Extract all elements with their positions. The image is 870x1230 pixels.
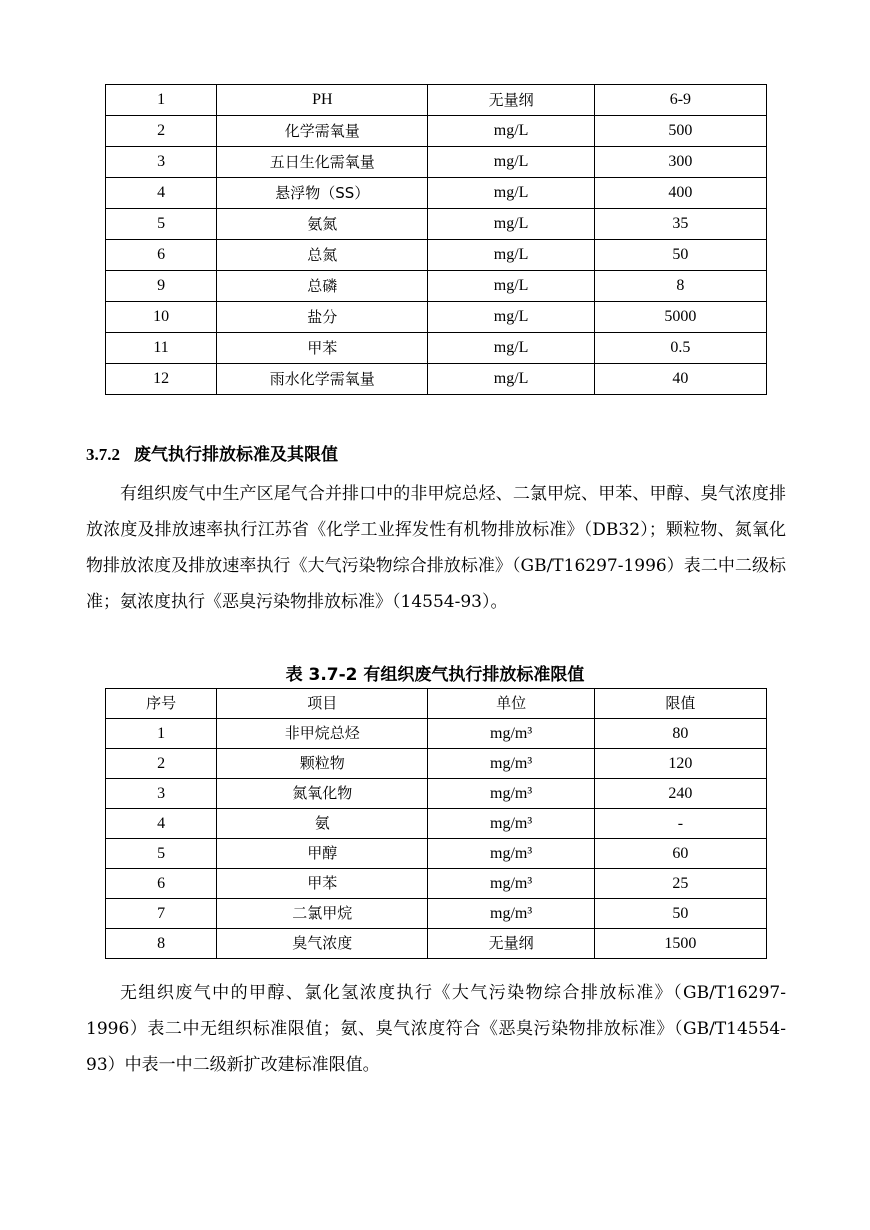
row-unit: mg/L <box>428 178 594 209</box>
row-number: 7 <box>106 899 217 929</box>
row-item: 悬浮物（SS） <box>217 178 428 209</box>
table-row <box>106 839 767 869</box>
table-row <box>106 719 767 749</box>
row-unit: mg/L <box>428 116 594 147</box>
row-item: 甲苯 <box>217 869 428 899</box>
table-row <box>106 147 767 178</box>
row-number: 8 <box>106 929 217 959</box>
row-unit: mg/L <box>428 302 594 333</box>
row-limit: 80 <box>594 719 766 749</box>
table-header-row <box>106 689 767 719</box>
table-caption: 表 3.7-2 有组织废气执行排放标准限值 <box>285 665 585 685</box>
table-row <box>106 85 767 116</box>
row-item: 氮氧化物 <box>217 779 428 809</box>
table-row <box>106 899 767 929</box>
row-limit: - <box>594 809 766 839</box>
row-number: 5 <box>106 209 217 240</box>
row-number: 1 <box>106 719 217 749</box>
row-number: 2 <box>106 749 217 779</box>
row-limit: 120 <box>594 749 766 779</box>
table-row <box>106 209 767 240</box>
row-limit: 25 <box>594 869 766 899</box>
row-unit: 无量纲 <box>428 929 594 959</box>
row-unit: mg/L <box>428 147 594 178</box>
table-row <box>106 929 767 959</box>
row-item: 氨 <box>217 809 428 839</box>
row-unit: mg/L <box>428 271 594 302</box>
row-limit: 60 <box>594 839 766 869</box>
table-row <box>106 116 767 147</box>
row-item: 雨水化学需氧量 <box>217 364 428 395</box>
row-unit: 无量纲 <box>428 85 594 116</box>
row-item: 甲苯 <box>217 333 428 364</box>
row-unit: mg/m³ <box>428 809 594 839</box>
waste-gas-limits-table <box>105 688 767 959</box>
table-row <box>106 333 767 364</box>
row-number: 1 <box>106 85 217 116</box>
row-item: 总氮 <box>217 240 428 271</box>
row-limit: 400 <box>594 178 766 209</box>
header-item: 项目 <box>217 689 428 719</box>
header-number: 序号 <box>106 689 217 719</box>
row-number: 12 <box>106 364 217 395</box>
row-number: 5 <box>106 839 217 869</box>
row-item: 盐分 <box>217 302 428 333</box>
row-limit: 500 <box>594 116 766 147</box>
row-number: 3 <box>106 147 217 178</box>
row-limit: 1500 <box>594 929 766 959</box>
row-item: 甲醇 <box>217 839 428 869</box>
wastewater-limits-table <box>105 84 767 395</box>
row-unit: mg/m³ <box>428 779 594 809</box>
table-row <box>106 809 767 839</box>
row-number: 4 <box>106 809 217 839</box>
row-unit: mg/m³ <box>428 749 594 779</box>
row-limit: 50 <box>594 240 766 271</box>
table-row <box>106 364 767 395</box>
row-number: 9 <box>106 271 217 302</box>
row-limit: 240 <box>594 779 766 809</box>
section-number: 3.7.2 <box>86 445 120 464</box>
row-item: 臭气浓度 <box>217 929 428 959</box>
table-row <box>106 240 767 271</box>
row-item: 非甲烷总烃 <box>217 719 428 749</box>
row-number: 6 <box>106 240 217 271</box>
header-limit: 限值 <box>594 689 766 719</box>
row-limit: 5000 <box>594 302 766 333</box>
row-number: 11 <box>106 333 217 364</box>
row-item: 二氯甲烷 <box>217 899 428 929</box>
row-limit: 6-9 <box>594 85 766 116</box>
row-item: PH <box>217 85 428 116</box>
row-unit: mg/m³ <box>428 839 594 869</box>
row-unit: mg/m³ <box>428 719 594 749</box>
row-limit: 300 <box>594 147 766 178</box>
row-unit: mg/L <box>428 240 594 271</box>
table-row <box>106 779 767 809</box>
row-item: 五日生化需氧量 <box>217 147 428 178</box>
body-paragraph-fugitive-emissions: 无组织废气中的甲醇、氯化氢浓度执行《大气污染物综合排放标准》（GB/T16297-1996）表二中无组织标准限值；氨、臭气浓度符合《恶臭污染物排放标准》（GB/T14554-93）中表一中二级新扩改建标准限值。 <box>86 983 786 1075</box>
table-row <box>106 271 767 302</box>
row-item: 颗粒物 <box>217 749 428 779</box>
row-unit: mg/L <box>428 333 594 364</box>
row-number: 4 <box>106 178 217 209</box>
row-unit: mg/m³ <box>428 869 594 899</box>
row-limit: 35 <box>594 209 766 240</box>
table-row <box>106 302 767 333</box>
section-heading <box>86 440 338 465</box>
row-limit: 40 <box>594 364 766 395</box>
header-unit: 单位 <box>428 689 594 719</box>
row-item: 氨氮 <box>217 209 428 240</box>
row-unit: mg/L <box>428 209 594 240</box>
row-number: 6 <box>106 869 217 899</box>
table-row <box>106 749 767 779</box>
row-limit: 50 <box>594 899 766 929</box>
row-limit: 8 <box>594 271 766 302</box>
row-item: 化学需氧量 <box>217 116 428 147</box>
row-unit: mg/m³ <box>428 899 594 929</box>
row-unit: mg/L <box>428 364 594 395</box>
row-item: 总磷 <box>217 271 428 302</box>
row-number: 10 <box>106 302 217 333</box>
section-title: 废气执行排放标准及其限值 <box>134 445 338 465</box>
table-row <box>106 869 767 899</box>
row-number: 3 <box>106 779 217 809</box>
table-row <box>106 178 767 209</box>
body-paragraph-organized-emissions: 有组织废气中生产区尾气合并排口中的非甲烷总烃、二氯甲烷、甲苯、甲醇、臭气浓度排放浓度及排放速率执行江苏省《化学工业挥发性有机物排放标准》（DB32）；颗粒物、氮氧化物排放浓度及排放速率执行《大气污染物综合排放标准》（GB/T16297-1996）表二中二级标准；氨浓度执行《恶臭污染物排放标准》（14554-93）。 <box>86 484 786 612</box>
row-limit: 0.5 <box>594 333 766 364</box>
row-number: 2 <box>106 116 217 147</box>
